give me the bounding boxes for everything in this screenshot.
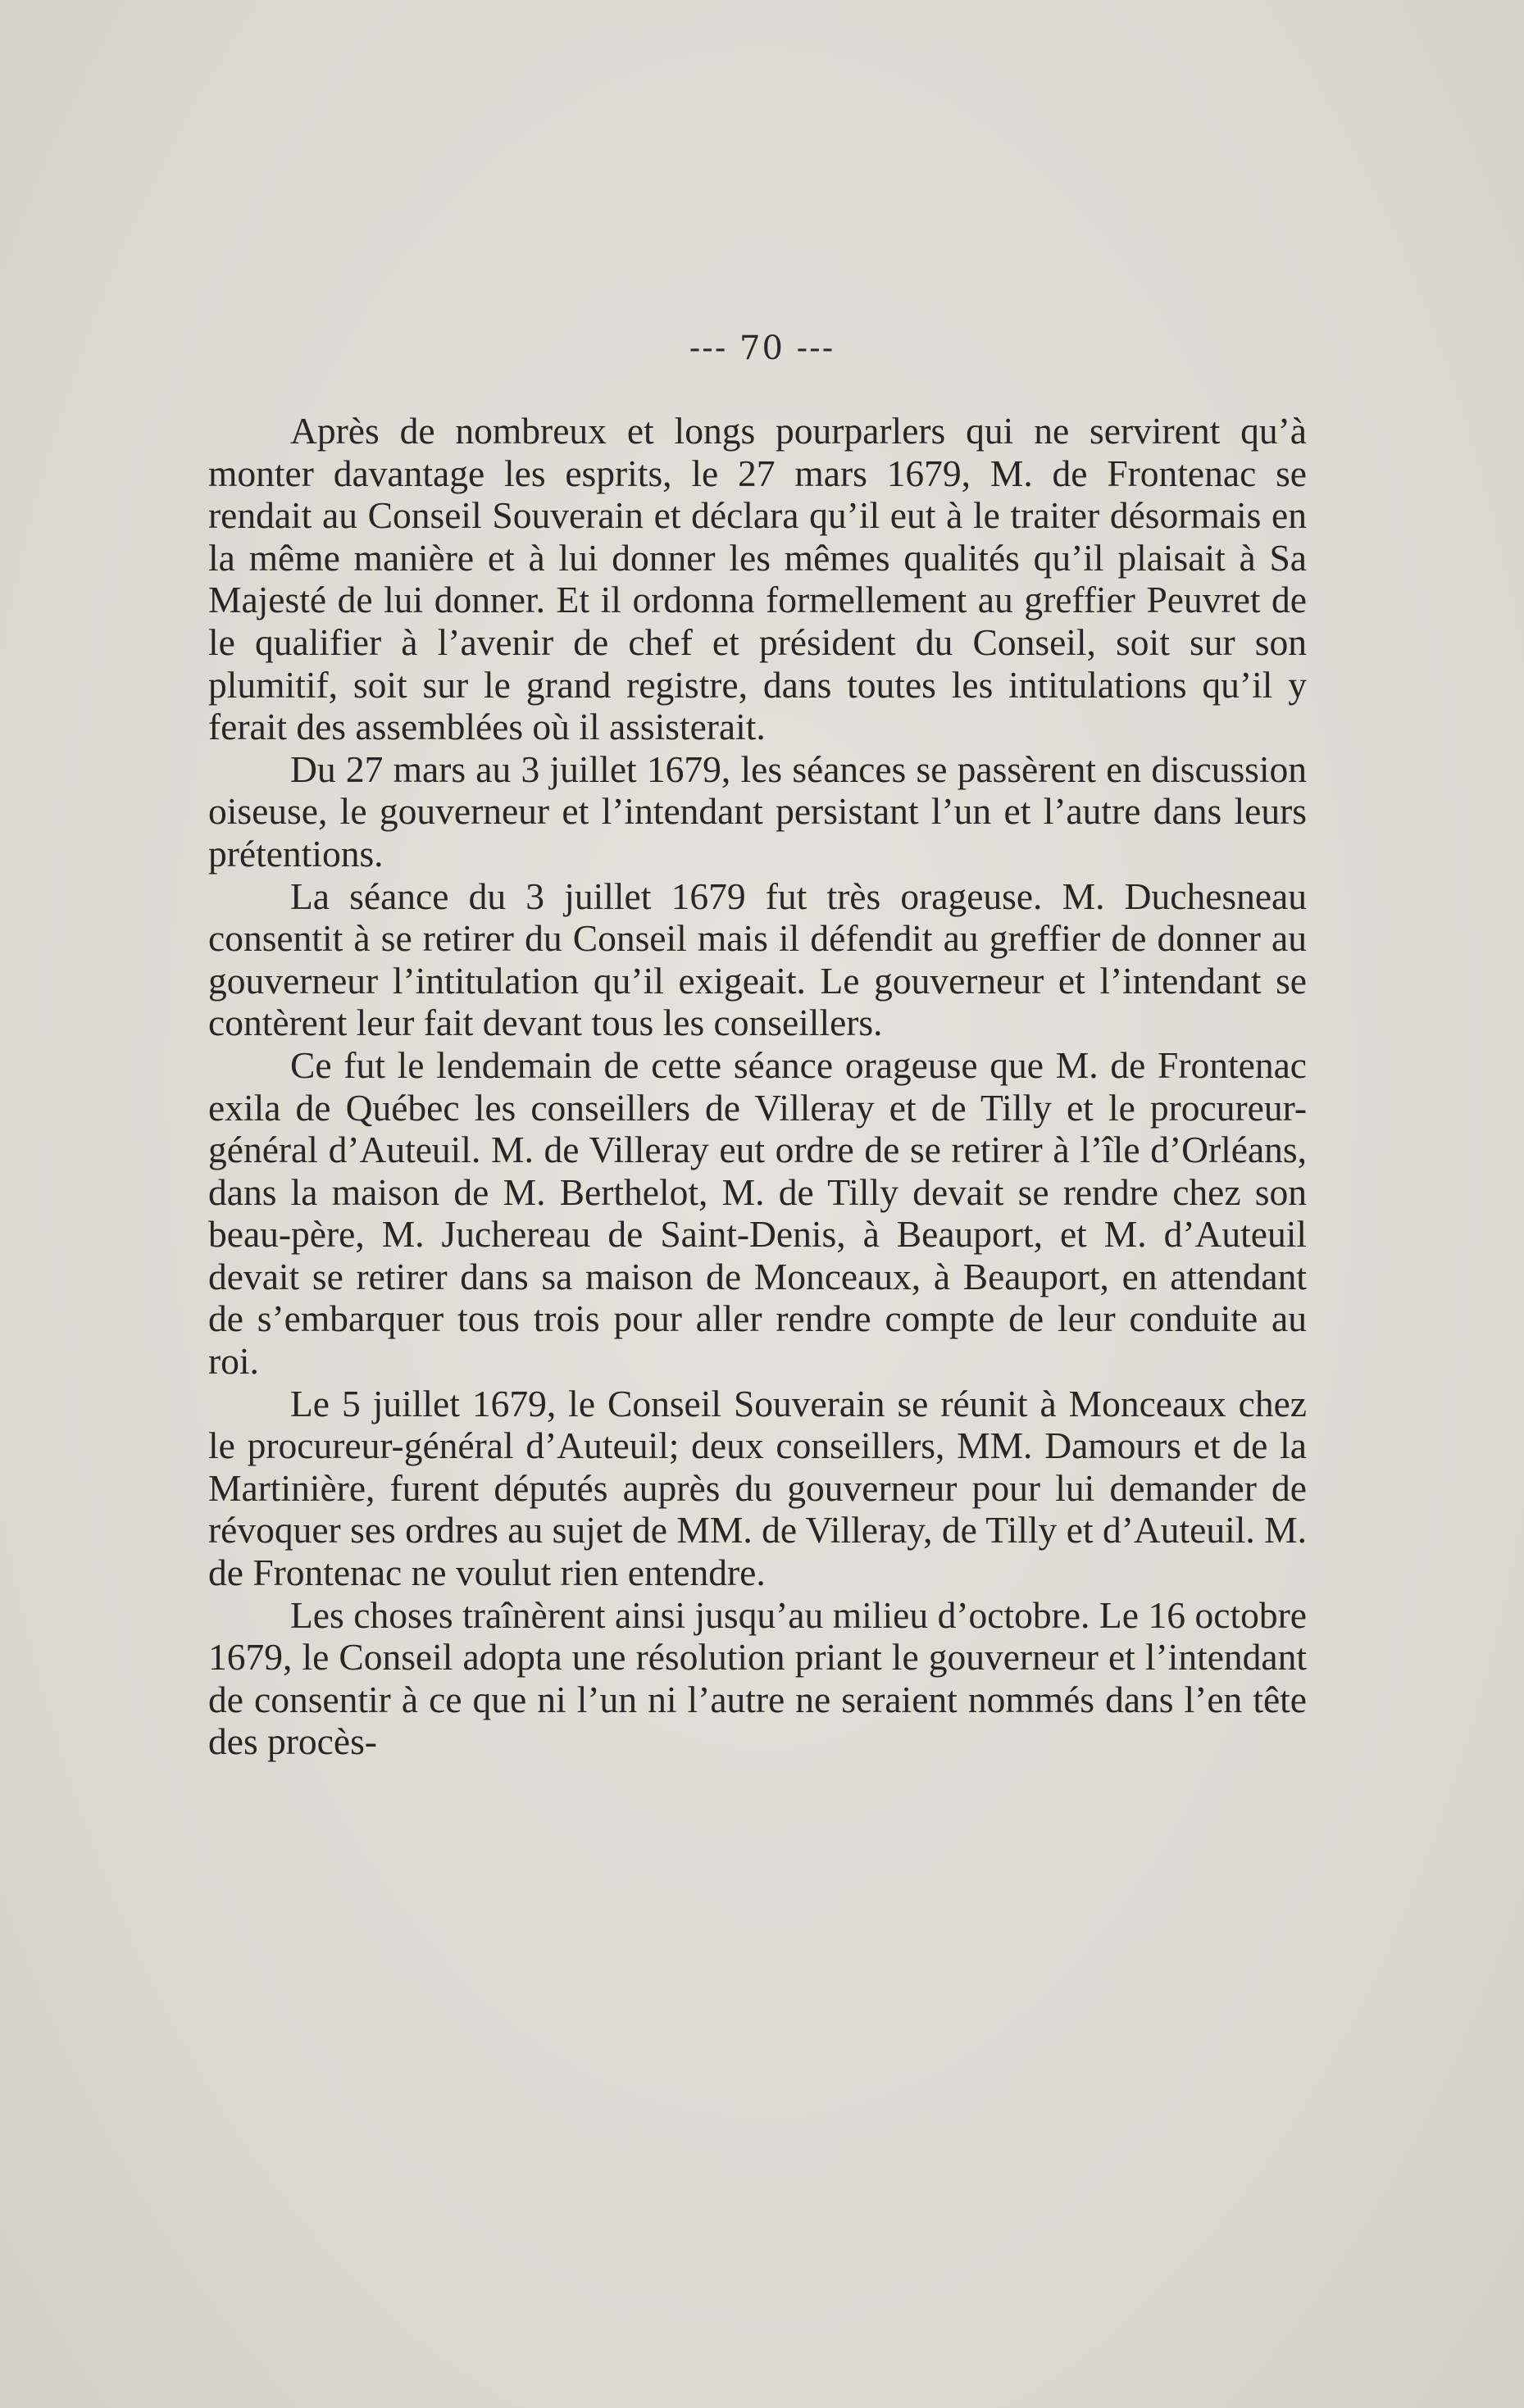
paragraph: Les choses traînèrent ainsi jusqu’au milieu d’octobre. Le 16 octobre 1679, le Conseil adopta une résolution priant le gouverneur et l’intendant de consentir à ce que ni l’un ni l’autre ne seraient nommés dans l’en tête des procès- [208, 1593, 1307, 1763]
paragraph: Le 5 juillet 1679, le Conseil Souverain se réunit à Monceaux chez le procureur-général d’Auteuil; deux conseillers, MM. Damours et de la Martinière, furent députés auprès du gouverneur pour lui demander de révoquer ses ordres au sujet de MM. de Villeray, de Tilly et d’Auteuil. M. de Frontenac ne voulut rien entendre. [208, 1382, 1307, 1594]
paragraph: Ce fut le lendemain de cette séance orageuse que M. de Frontenac exila de Québec les conseillers de Villeray et de Tilly et le procureur-général d’Auteuil. M. de Villeray eut ordre de se retirer à l’île d’Orléans, dans la maison de M. Berthelot, M. de Tilly devait se rendre chez son beau-père, M. Juchereau de Saint-Denis, à Beauport, et M. d’Auteuil devait se retirer dans sa maison de Monceaux, à Beauport, en attendant de s’embarquer tous trois pour aller rendre compte de leur conduite au roi. [208, 1043, 1307, 1383]
paragraph: La séance du 3 juillet 1679 fut très orageuse. M. Duchesneau consentit à se retirer du Conseil mais il défendit au greffier de donner au gouverneur l’intitulation qu’il exigeait. Le gouverneur et l’intendant se contèrent leur fait devant tous les conseillers. [208, 875, 1307, 1044]
paragraph: Après de nombreux et longs pourparlers qui ne servirent qu’à monter davantage les esprits, le 27 mars 1679, M. de Frontenac se rendait au Conseil Souverain et déclara qu’il eut à le traiter désormais en la même manière et à lui donner les mêmes qualités qu’il plaisait à Sa Majesté de lui donner. Et il ordonna formellement au greffier Peuvret de le qualifier à l’avenir de chef et président du Conseil, soit sur son plumitif, soit sur le grand registre, dans toutes les intitulations qu’il y ferait des assemblées où il assisterait. [208, 410, 1307, 748]
page-number: --- 70 --- [689, 329, 835, 367]
body-text [208, 410, 1307, 1763]
paragraph: Du 27 mars au 3 juillet 1679, les séances se passèrent en discussion oiseuse, le gouverneur et l’intendant persistant l’un et l’autre dans leurs prétentions. [208, 747, 1307, 875]
